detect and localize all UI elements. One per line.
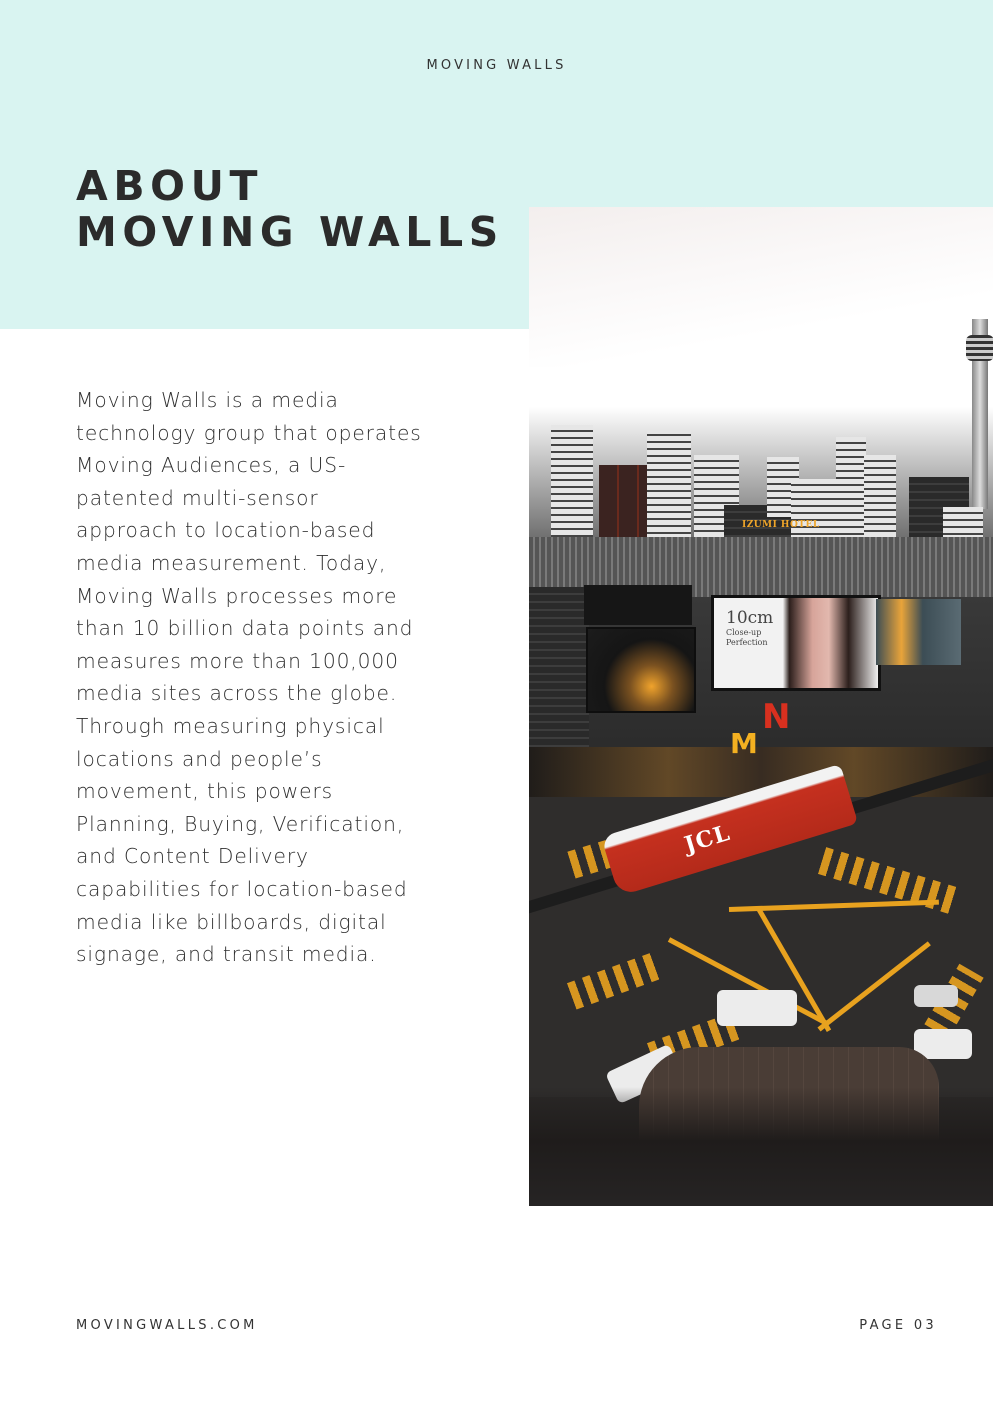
body-line: media sites across the globe. [76, 681, 398, 706]
building-shadow [529, 1087, 993, 1206]
city-street-photo [529, 207, 993, 1206]
body-line: measures more than 100,000 [76, 648, 399, 673]
page-title [76, 163, 504, 255]
billboard-headline: 10cm [726, 608, 774, 628]
billboard-portrait [711, 595, 881, 691]
body-line: patented multi-sensor [76, 485, 319, 510]
billboard-abstract [586, 627, 696, 713]
white-van [717, 990, 797, 1026]
tv-tower-head [966, 335, 993, 361]
page-number: PAGE 03 [859, 1318, 937, 1333]
body-line: Through measuring physical [76, 713, 385, 738]
hotel-sign: IZUMI HOTEL [742, 520, 820, 530]
page-title-line-2: MOVING WALLS [76, 208, 504, 256]
body-line: and Content Delivery [76, 844, 309, 869]
body-line: Moving Audiences, a US- [76, 453, 347, 478]
billboard-subline: Perfection [726, 638, 768, 647]
body-line: Moving Walls processes more [76, 583, 398, 608]
running-head: MOVING WALLS [426, 58, 567, 73]
car [914, 985, 958, 1007]
body-line: signage, and transit media. [76, 942, 377, 967]
body-line: Planning, Buying, Verification, [76, 811, 405, 836]
body-line: movement, this powers [76, 779, 334, 804]
billboard-dark [584, 585, 692, 625]
billboard-ad [876, 599, 961, 665]
building [529, 587, 589, 747]
body-line: Moving Walls is a media [76, 388, 339, 412]
body-paragraph [76, 384, 496, 971]
body-line: locations and people’s [76, 746, 323, 771]
mcdonalds-logo-icon: M [730, 727, 758, 760]
billboard-subline: Close-up [726, 628, 762, 637]
body-line: media like billboards, digital [76, 909, 387, 934]
body-line: media measurement. Today, [76, 550, 387, 575]
sky [529, 207, 993, 367]
body-line: technology group that operates [76, 420, 422, 445]
body-line: approach to location-based [76, 518, 376, 543]
footer-website: MOVINGWALLS.COM [76, 1318, 258, 1333]
billboard-text [726, 608, 773, 648]
netflix-logo-icon: N [762, 697, 791, 737]
monorail-livery-text: JCL [681, 819, 734, 859]
building [551, 425, 593, 545]
page-title-line-1: ABOUT [76, 162, 264, 210]
body-line: than 10 billion data points and [76, 616, 414, 641]
body-line: capabilities for location-based [76, 876, 408, 901]
